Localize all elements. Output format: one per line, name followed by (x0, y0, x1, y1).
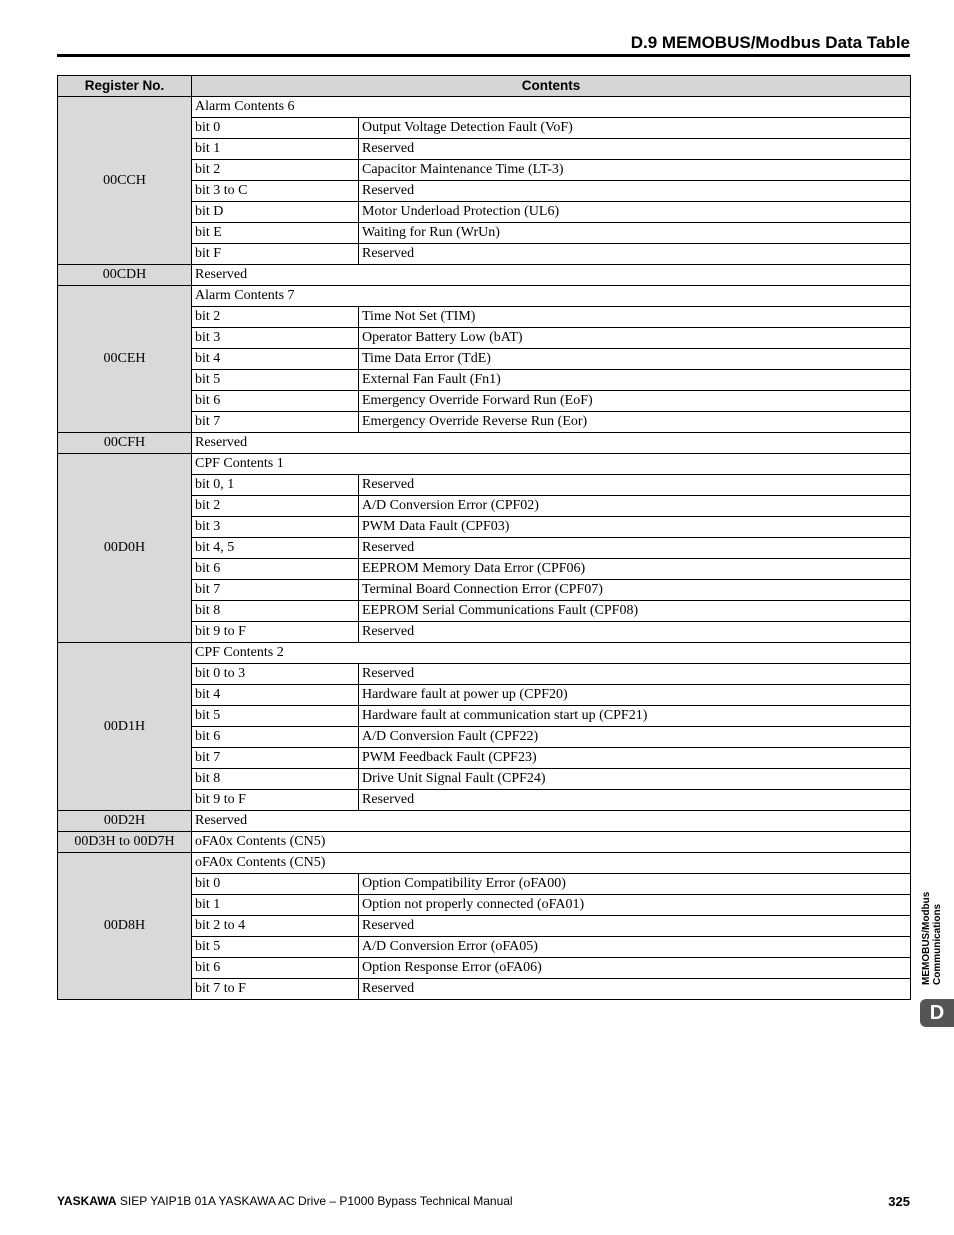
contents-title-cell: Reserved (192, 433, 911, 454)
bit-cell: bit E (192, 223, 359, 244)
table-row (58, 433, 911, 454)
page-number: 325 (888, 1194, 910, 1209)
footer-brand: YASKAWA (57, 1194, 117, 1208)
description-cell: Reserved (359, 979, 911, 1000)
description-cell: Reserved (359, 538, 911, 559)
footer-document-info (57, 1194, 513, 1208)
footer-doc-title: SIEP YAIP1B 01A YASKAWA AC Drive – P1000 Bypass Technical Manual (116, 1194, 513, 1208)
bit-cell: bit 8 (192, 601, 359, 622)
register-cell: 00D3H to 00D7H (58, 832, 192, 853)
chapter-tab-letter: D (920, 999, 954, 1027)
header-rule (57, 54, 910, 57)
contents-title-cell: CPF Contents 1 (192, 454, 911, 475)
bit-cell: bit 6 (192, 727, 359, 748)
description-cell: Capacitor Maintenance Time (LT-3) (359, 160, 911, 181)
bit-cell: bit 4 (192, 685, 359, 706)
register-cell: 00CEH (58, 286, 192, 433)
bit-cell: bit 4, 5 (192, 538, 359, 559)
bit-cell: bit 1 (192, 139, 359, 160)
description-cell: Motor Underload Protection (UL6) (359, 202, 911, 223)
register-cell: 00CCH (58, 97, 192, 265)
table-row (58, 832, 911, 853)
description-cell: Reserved (359, 475, 911, 496)
contents-title-cell: oFA0x Contents (CN5) (192, 832, 911, 853)
bit-cell: bit 5 (192, 937, 359, 958)
description-cell: PWM Data Fault (CPF03) (359, 517, 911, 538)
table-row (58, 286, 911, 307)
table-row (58, 643, 911, 664)
description-cell: A/D Conversion Error (CPF02) (359, 496, 911, 517)
description-cell: Time Data Error (TdE) (359, 349, 911, 370)
contents-title-cell: Alarm Contents 7 (192, 286, 911, 307)
description-cell: Reserved (359, 244, 911, 265)
bit-cell: bit 2 to 4 (192, 916, 359, 937)
bit-cell: bit 7 (192, 412, 359, 433)
bit-cell: bit 5 (192, 706, 359, 727)
register-cell: 00CFH (58, 433, 192, 454)
description-cell: Waiting for Run (WrUn) (359, 223, 911, 244)
description-cell: A/D Conversion Error (oFA05) (359, 937, 911, 958)
description-cell: PWM Feedback Fault (CPF23) (359, 748, 911, 769)
table-row (58, 97, 911, 118)
bit-cell: bit 2 (192, 307, 359, 328)
header-contents: Contents (192, 76, 911, 97)
description-cell: Reserved (359, 622, 911, 643)
contents-title-cell: Alarm Contents 6 (192, 97, 911, 118)
description-cell: Reserved (359, 790, 911, 811)
bit-cell: bit F (192, 244, 359, 265)
bit-cell: bit D (192, 202, 359, 223)
bit-cell: bit 5 (192, 370, 359, 391)
contents-title-cell: Reserved (192, 265, 911, 286)
side-tab-label (921, 875, 943, 985)
register-cell: 00CDH (58, 265, 192, 286)
contents-title-cell: oFA0x Contents (CN5) (192, 853, 911, 874)
contents-title-cell: Reserved (192, 811, 911, 832)
bit-cell: bit 9 to F (192, 790, 359, 811)
description-cell: Option Response Error (oFA06) (359, 958, 911, 979)
description-cell: Time Not Set (TIM) (359, 307, 911, 328)
bit-cell: bit 0 (192, 874, 359, 895)
description-cell: Operator Battery Low (bAT) (359, 328, 911, 349)
table-header-row (58, 76, 911, 97)
description-cell: EEPROM Memory Data Error (CPF06) (359, 559, 911, 580)
bit-cell: bit 3 (192, 517, 359, 538)
description-cell: Reserved (359, 916, 911, 937)
bit-cell: bit 7 (192, 580, 359, 601)
description-cell: External Fan Fault (Fn1) (359, 370, 911, 391)
description-cell: Emergency Override Reverse Run (Eor) (359, 412, 911, 433)
side-tab-line1: MEMOBUS/Modbus (921, 891, 932, 985)
bit-cell: bit 4 (192, 349, 359, 370)
bit-cell: bit 2 (192, 160, 359, 181)
description-cell: EEPROM Serial Communications Fault (CPF08) (359, 601, 911, 622)
bit-cell: bit 9 to F (192, 622, 359, 643)
description-cell: Reserved (359, 664, 911, 685)
description-cell: Reserved (359, 139, 911, 160)
description-cell: Terminal Board Connection Error (CPF07) (359, 580, 911, 601)
bit-cell: bit 7 to F (192, 979, 359, 1000)
side-tab-line2: Communications (932, 903, 943, 985)
bit-cell: bit 0, 1 (192, 475, 359, 496)
description-cell: A/D Conversion Fault (CPF22) (359, 727, 911, 748)
table-row (58, 853, 911, 874)
bit-cell: bit 6 (192, 559, 359, 580)
bit-cell: bit 3 (192, 328, 359, 349)
header-register-no: Register No. (58, 76, 192, 97)
bit-cell: bit 8 (192, 769, 359, 790)
bit-cell: bit 6 (192, 391, 359, 412)
bit-cell: bit 7 (192, 748, 359, 769)
bit-cell: bit 3 to C (192, 181, 359, 202)
register-cell: 00D2H (58, 811, 192, 832)
description-cell: Hardware fault at power up (CPF20) (359, 685, 911, 706)
description-cell: Option not properly connected (oFA01) (359, 895, 911, 916)
register-cell: 00D1H (58, 643, 192, 811)
description-cell: Drive Unit Signal Fault (CPF24) (359, 769, 911, 790)
register-cell: 00D0H (58, 454, 192, 643)
description-cell: Option Compatibility Error (oFA00) (359, 874, 911, 895)
description-cell: Reserved (359, 181, 911, 202)
modbus-data-table (57, 75, 911, 1000)
page-section-title: D.9 MEMOBUS/Modbus Data Table (630, 33, 910, 52)
register-cell: 00D8H (58, 853, 192, 1000)
description-cell: Output Voltage Detection Fault (VoF) (359, 118, 911, 139)
table-row (58, 454, 911, 475)
description-cell: Hardware fault at communication start up (CPF21) (359, 706, 911, 727)
bit-cell: bit 0 to 3 (192, 664, 359, 685)
description-cell: Emergency Override Forward Run (EoF) (359, 391, 911, 412)
table-row (58, 811, 911, 832)
contents-title-cell: CPF Contents 2 (192, 643, 911, 664)
table-row (58, 265, 911, 286)
bit-cell: bit 1 (192, 895, 359, 916)
bit-cell: bit 2 (192, 496, 359, 517)
bit-cell: bit 0 (192, 118, 359, 139)
bit-cell: bit 6 (192, 958, 359, 979)
